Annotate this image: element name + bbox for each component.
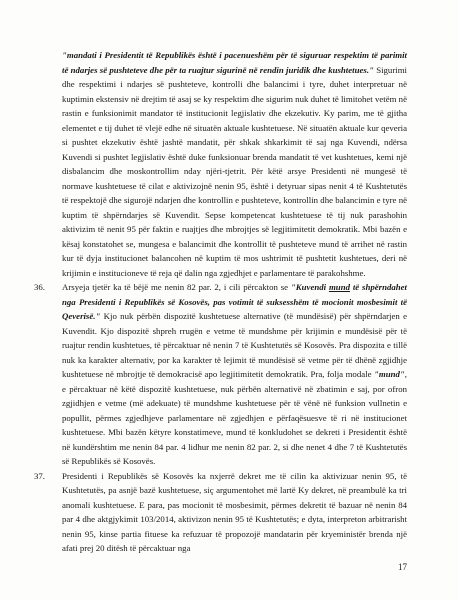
quote-mandate: "mandati i Presidentit të Republikës është i pacenueshëm për të siguruar respektim të parimit të ndarjes së pushteteve dhe për ta ruajtur sigurinë në rendin juridik dhe kushtetues." [62,50,407,75]
paragraph-text: Sigurimi dhe respektimi i ndarjes së pushteteve, kontrolli dhe balancimi i tyre, duhet interpretuar në kuptimin ekstensiv në drejtim të asaj se ky respektim dhe sigurim nuk duhet të limitohet vetëm në rastin e funksionimit mandator të institucionit legjislativ dhe ekzekutiv. Ky parim, me të gjitha elementet e tij duhet të vlejë edhe në situatën aktuale kushtetuese. Në situatën aktuale kur qeveria si pushtet ekzekutiv është jashtë mandatit, për shkak shkarkimit të saj nga Kuvendi, ndërsa Kuvendi si pushtet legjislativ është duke funksionuar brenda mandatit të vet kushtetues, kemi një disbalancim dhe moskontrollim nday njëri-tjetrit. Për këtë arsye Presidenti në mungesë të normave kushtetuese të cilat e aktivizojnë nenin 95, është i detyruar sipas nenit 4 të Kushtetutës të respektojë dhe sigurojë ndarjen dhe kontrollin e pushteteve, kontrollin dhe balancimin e tyre në kuptim të shpërndarjes së Kuvendit. Sepse kompetencat kushtetuese të tij nuk parashohin aktivizim të nenit 95 për faktin e ruajtjes dhe mbrojtjes së legjitimitetit demokratik. Mbi bazën e kësaj konstatohet se, mungesa e balancimit dhe kontrollit të pushteteve mund të arrihet në rastin kur të dyja institucionet balancohen në kuptim të mos ushtrimit të pushtetit kushtetues, deri në krijimin e institucioneve të reja që dalin nga zgjedhjet e parlamentare të parakohshme. [62,64,407,278]
paragraph-continuation [62,48,407,280]
quote-emphasis-mund: mund [328,282,350,292]
paragraph-text: , e përcaktuar në këtë dispozitë kushtetuese, nuk përbën alternativë në zbatimin e saj, por ofron zgjidhjen e vetme (më adekuate) të mundshme kushtetuese për të vënë në funksion vullnetin e popullit, përmes zgjedhjeve parlamentare në zgjedhjen e përfaqësuesve të ri në institucionet kushtetuese. Mbi bazën këtyre konstatimeve, mund të konkludohet se dekreti i Presidentit është në kundërshtim me nenin 84 par. 4 lidhur me nenin 82 par. 2, si dhe nenet 4 dhe 7 të Kushtetutës së Republikës së Kosovës. [62,369,407,466]
quote-part: "Kuvendi [290,282,329,292]
paragraph-37 [34,469,407,556]
paragraph-text: Presidenti i Republikës së Kosovës ka nxjerrë dekret me të cilin ka aktivizuar nenin 95, të Kushtetutës, pa asnjë bazë kushtetuese, siç argumentohet më lartë Ky dekret, në preambulë ka tri anomali kushtetuese. E para, pas mocionit të mosbesimit, përmes dekretit të bazuar në nenin 84 par 4 dhe aktgjykimit 103/2014, aktivizon nenin 95 të Kushtetutës; e dyta, interpreton arbitrarisht nenin 95, kinse partia fituese ka refuzuar të propozojë mandatarin për kryeministër brenda një afati prej 20 ditësh të përcaktuar nga [62,470,407,553]
quote-modal-verb: "mund" [374,369,405,379]
paragraph-text: Kjo nuk përbën dispozitë kushtetuese alternative (të mundësisë) për shpërndarjen e Kuvendit. Kjo dispozitë shpreh rrugën e vetme të mundshme për krijimin e mundësisë për të ruajtur rendin kushtetues, të përcaktuar në nenin 7 të Kushtetutës së Kosovës. Pra dispozita e tillë nuk ka karakter alternativ, por ka karakter të lejimit të mundësisë së vetme për të dhënë zgjidhje kushtetuese në mbrojtje të demokracisë apo legjitimitetit demokratik. Pra, folja modale [62,311,407,379]
page-number: 17 [398,562,407,572]
paragraph-number: 37. [34,470,45,481]
quote-part: të shpërndahet nga Presidenti i Republikës së Kosovës, pas votimit të suksesshëm të mocionit mosbesimit të Qeverisë." [62,282,407,321]
paragraph-number: 36. [34,282,45,292]
paragraph-text: Arsyeja tjetër ka të bëjë me nenin 82 par. 2, i cili përcakton se [62,282,291,292]
page-content [34,48,407,556]
paragraph-36 [34,280,407,469]
